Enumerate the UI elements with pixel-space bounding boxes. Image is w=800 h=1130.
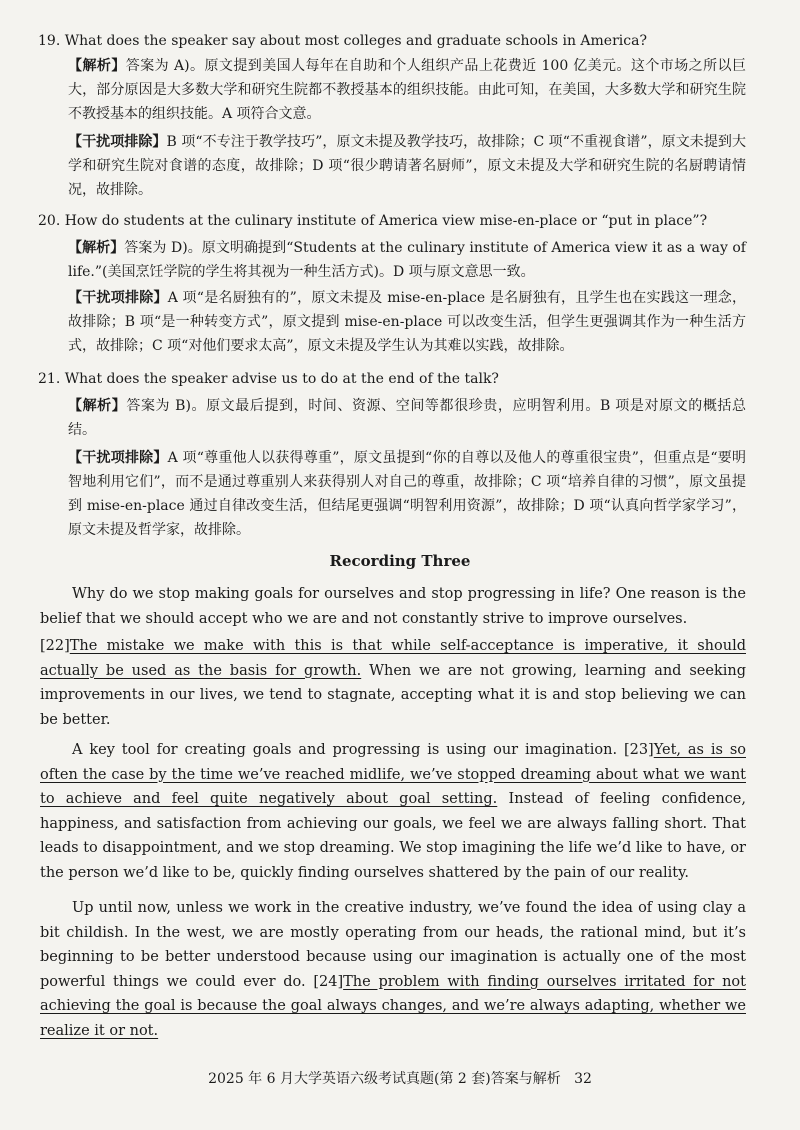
question-19: 19. What does the speaker say about most colleges and graduate schools in America? xyxy=(38,33,647,49)
footer-title: 2025 年 6 月大学英语六级考试真题(第 2 套)答案与解析 xyxy=(208,1071,561,1087)
analysis-label: 【解析】 xyxy=(68,58,126,74)
paragraph-text: Up until now, unless we work in the creative industry, we’ve found the idea of using clay a bit childish. In the west, we are mostly operating from our heads, the rational mind, but it’s beginning to be better understood because using our imagination is actually one of the most powerful things we could ever do. xyxy=(40,900,746,990)
page-number: 32 xyxy=(574,1071,592,1087)
recording-paragraph-3 xyxy=(40,738,746,885)
q20-distractor xyxy=(68,286,746,358)
analysis-label: 【解析】 xyxy=(68,240,125,256)
q21-distractor xyxy=(68,446,746,542)
recording-paragraph-1: Why do we stop making goals for ourselves and stop progressing in life? One reason is the belief that we should accept who we are and not constantly strive to improve ourselves. xyxy=(40,586,746,627)
paragraph-text: When we are not growing, learning and seeking improvements in our lives, we tend to stagnate, accepting what it is and stop believing we can be better. xyxy=(40,662,747,728)
distractor-label: 【干扰项排除】 xyxy=(68,134,167,150)
q21-analysis xyxy=(68,394,746,442)
question-marker-22: [22] xyxy=(40,638,70,654)
analysis-label: 【解析】 xyxy=(68,398,127,414)
q20-analysis xyxy=(68,236,746,284)
distractor-label: 【干扰项排除】 xyxy=(68,290,168,306)
analysis-text: 答案为 D)。原文明确提到“Students at the culinary institute of America view it as a way of life.”(美国烹饪学院的学生将其视为一种生活方式)。D 项与原文意思一致。 xyxy=(68,240,746,280)
distractor-text: A 项“尊重他人以获得尊重”，原文虽提到“你的自尊以及他人的尊重很宝贵”，但重点是“要明智地利用它们”，而不是通过尊重别人来获得别人对自己的尊重，故排除；C 项“培养自律的习惯”，原文虽提到 mise-en-place 通过自律改变生活，但结尾更强调“明智利用资源”，故排除；D 项“认真向哲学家学习”，原文未提及哲学家，故排除。 xyxy=(68,450,746,538)
distractor-text: B 项“不专注于教学技巧”，原文未提及教学技巧，故排除；C 项“不重视食谱”，原文未提到大学和研究生院对食谱的态度，故排除；D 项“很少聘请著名厨师”，原文未提及大学和研究生院的名厨聘请情况，故排除。 xyxy=(68,134,747,198)
section-heading: Recording Three xyxy=(329,552,471,570)
distractor-text: A 项“是名厨独有的”，原文未提及 mise-en-place 是名厨独有，且学生也在实践这一理念，故排除；B 项“是一种转变方式”，原文提到 mise-en-place 可以改变生活，但学生更强调其作为一种生活方式，故排除；C 项“对他们要求太高”，原文未提及学生认为其难以实践，故排除。 xyxy=(68,290,747,354)
paragraph-text: A key tool for creating goals and progressing is using our imagination. xyxy=(72,742,624,758)
analysis-text: 答案为 A)。原文提到美国人每年在自助和个人组织产品上花费近 100 亿美元。这个市场之所以巨大，部分原因是大多数大学和研究生院都不教授基本的组织技能。由此可知，在美国，大多数大学和研究生院不教授基本的组织技能。A 项符合文意。 xyxy=(68,58,746,122)
recording-paragraph-2 xyxy=(40,634,746,732)
question-21: 21. What does the speaker advise us to do at the end of the talk? xyxy=(38,371,499,387)
question-marker-23: [23] xyxy=(623,742,654,758)
question-marker-24: [24] xyxy=(313,973,344,990)
q19-analysis xyxy=(68,54,746,126)
question-20: 20. How do students at the culinary institute of America view mise-en-place or “put in place”? xyxy=(38,213,708,229)
paragraph-text: Instead of feeling confidence, happiness, and satisfaction from achieving our goals, we feel we are always falling short. That leads to disappointment, and we stop dreaming. We stop imagining the life we’d like to have, or the person we’d like to be, quickly finding ourselves shattered by the pain of our reality. xyxy=(40,791,746,881)
page-footer xyxy=(0,1068,800,1088)
key-sentence-22: The mistake we make with this is that while self-acceptance is imperative, it should actually be used as the basis for growth. xyxy=(40,638,746,679)
key-sentence-24: The problem with finding ourselves irritated for not achieving the goal is because the goal always changes, and we’re always adapting, whether we realize it or not. xyxy=(40,973,746,1039)
distractor-label: 【干扰项排除】 xyxy=(68,450,168,466)
analysis-text: 答案为 B)。原文最后提到，时间、资源、空间等都很珍贵，应明智利用。B 项是对原文的概括总结。 xyxy=(68,398,747,438)
key-sentence-23: Yet, as is so often the case by the time we’ve reached midlife, we’ve stopped dreaming about what we want to achieve and feel quite negatively about goal setting. xyxy=(40,742,746,807)
recording-paragraph-4 xyxy=(40,896,746,1043)
q19-distractor xyxy=(68,130,746,202)
